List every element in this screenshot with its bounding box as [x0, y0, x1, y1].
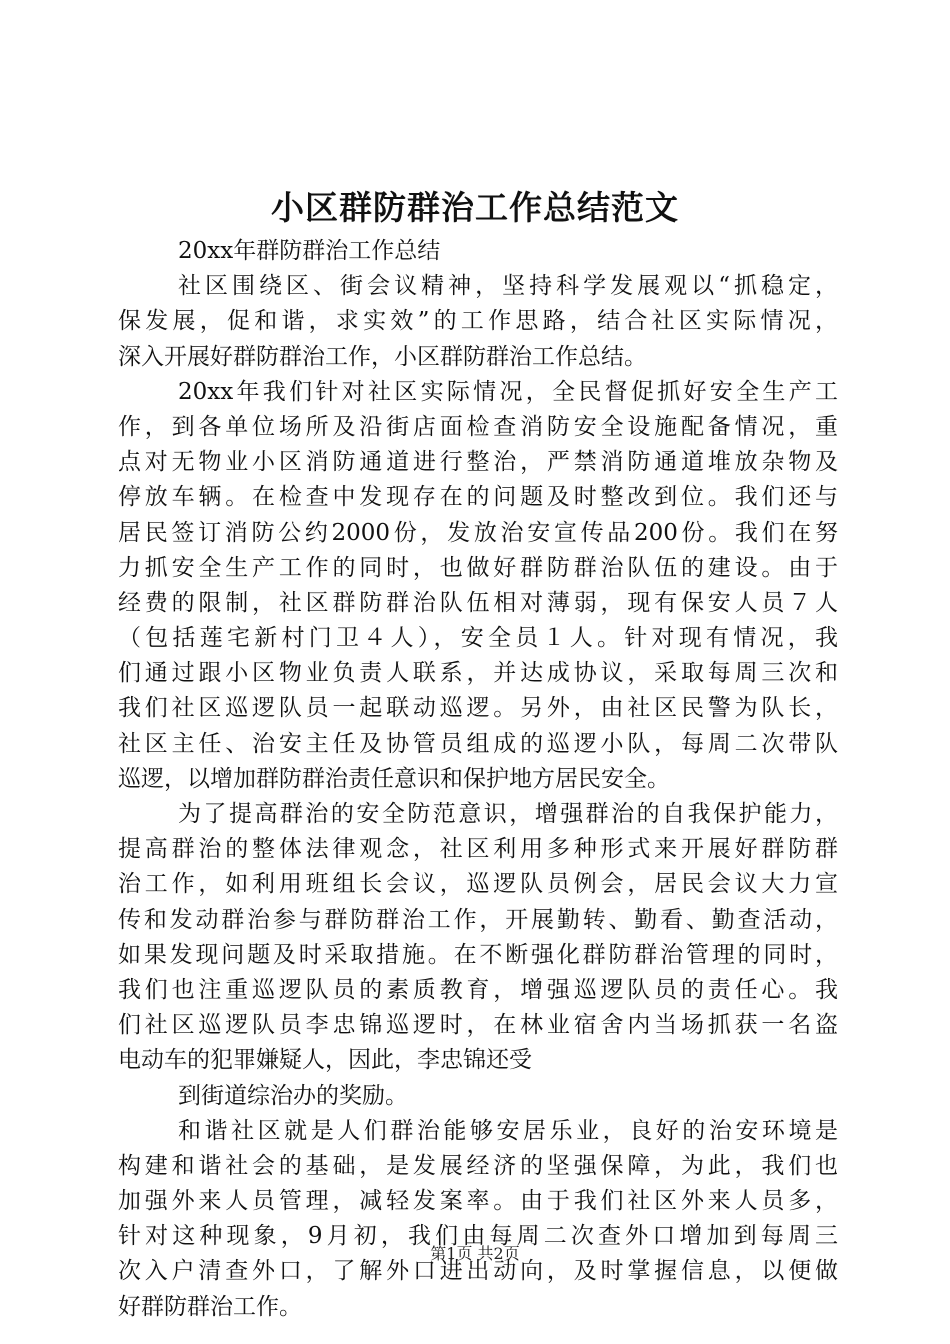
body-line: 加强外来人员管理，减轻发案率。由于我们社区外来人员多，: [118, 1188, 838, 1215]
body-line: 我们社区巡逻队员一起联动巡逻。另外，由社区民警为队长，: [118, 695, 838, 722]
body-line: 构建和谐社会的基础，是发展经济的坚强保障，为此，我们也: [118, 1152, 838, 1179]
body-line: 们通过跟小区物业负责人联系，并达成协议，采取每周三次和: [118, 660, 838, 687]
body-line: 居民签订消防公约2000份，发放治安宣传品200份。我们在努: [118, 519, 838, 546]
body-line: 为了提高群治的安全防范意识，增强群治的自我保护能力，: [178, 801, 838, 827]
body-line: 好群防群治工作。: [118, 1293, 302, 1320]
body-line: 深入开展好群防群治工作，小区群防群治工作总结。: [118, 343, 647, 370]
body-line: 治工作，如利用班组长会议，巡逻队员例会，居民会议大力宣: [118, 871, 838, 898]
page-number-footer: 第1页 共2页: [430, 1244, 520, 1263]
body-line: 和谐社区就是人们群治能够安居乐业，良好的治安环境是: [178, 1117, 838, 1144]
body-line: 点对无物业小区消防通道进行整治，严禁消防通道堆放杂物及: [118, 449, 838, 476]
body-line: 社区主任、治安主任及协管员组成的巡逻小队，每周二次带队: [118, 730, 838, 757]
body-line: （包括莲宅新村门卫４人），安全员１人。针对现有情况，我: [118, 625, 838, 652]
body-line: 传和发动群治参与群防群治工作，开展勤转、勤看、勤查活动，: [118, 906, 838, 933]
body-line: 次入户清查外口，了解外口进出动向，及时掌握信息，以便做: [118, 1258, 838, 1285]
body-line: 保发展，促和谐，求实效”的工作思路，结合社区实际情况，: [118, 308, 838, 335]
body-line: 到街道综治办的奖励。: [178, 1082, 408, 1109]
body-line: 力抓安全生产工作的同时，也做好群防群治队伍的建设。由于: [118, 554, 838, 581]
body-line: 如果发现问题及时采取措施。在不断强化群防群治管理的同时，: [118, 941, 838, 968]
body-line: 巡逻，以增加群防群治责任意识和保护地方居民安全。: [118, 765, 670, 792]
body-line: 20xx年我们针对社区实际情况，全民督促抓好安全生产工: [178, 378, 838, 405]
body-line: 停放车辆。在检查中发现存在的问题及时整改到位。我们还与: [118, 484, 838, 511]
body-line: 针对这种现象，9月初，我们由每周二次查外口增加到每周三: [118, 1223, 838, 1250]
body-line: 作，到各单位场所及沿街店面检查消防安全设施配备情况，重: [118, 413, 838, 440]
body-line: 们社区巡逻队员李忠锦巡逻时，在林业宿舍内当场抓获一名盗: [118, 1012, 838, 1039]
body-line: 我们也注重巡逻队员的素质教育，增强巡逻队员的责任心。我: [118, 976, 838, 1003]
body-line: 经费的限制，社区群防群治队伍相对薄弱，现有保安人员７人: [118, 589, 838, 616]
document-body: [118, 234, 838, 1325]
body-line: 电动车的犯罪嫌疑人，因此，李忠锦还受: [118, 1047, 532, 1074]
body-line: 社区围绕区、街会议精神，坚持科学发展观以“抓稳定，: [178, 273, 838, 300]
body-line: 提高群治的整体法律观念，社区利用多种形式来开展好群防群: [118, 836, 838, 863]
document-title: 小区群防群治工作总结范文: [271, 188, 679, 227]
body-line: 20xx年群防群治工作总结: [178, 238, 441, 264]
